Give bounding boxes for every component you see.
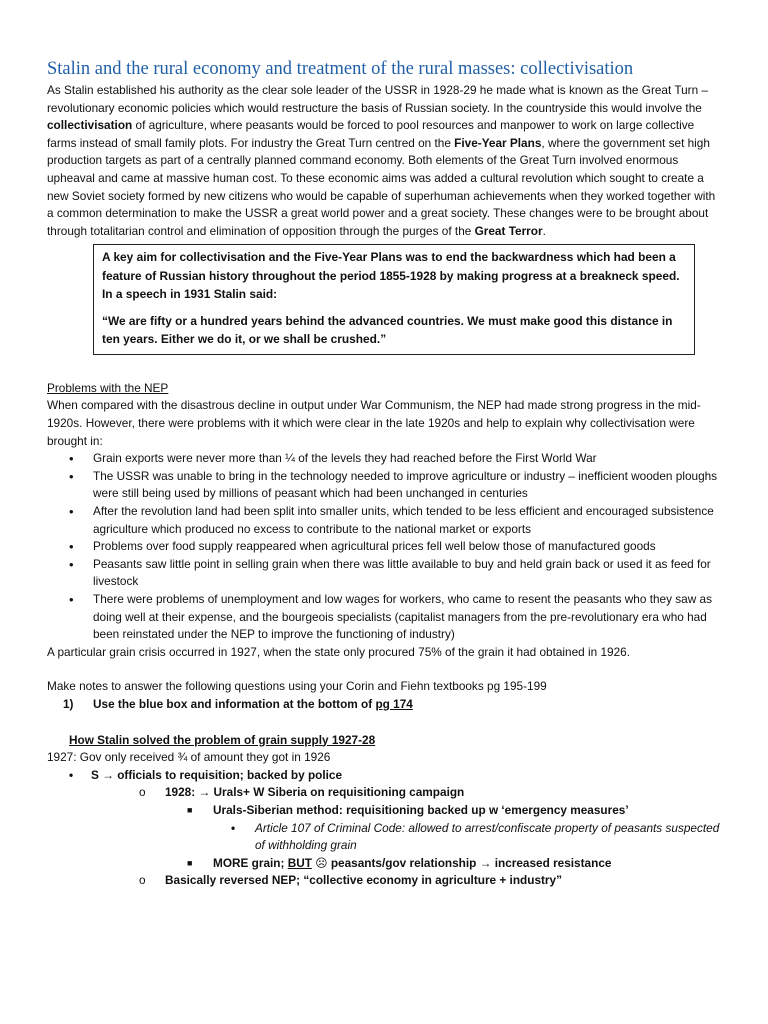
list-item: • Grain exports were never more than ¼ of the levels they had reached before the First World War [93,450,723,468]
note-text: Article 107 of Criminal Code: allowed to arrest/confiscate property of peasants suspected of withholding grain [255,820,720,853]
note-urals-siberian [47,802,723,820]
question-1 [47,696,723,714]
key-aim-box [93,244,695,355]
intro-bold-great-terror: Great Terror [474,223,543,238]
intro-bold-five-year-plans: Five-Year Plans [454,135,542,150]
square-marker: ■ [187,804,193,815]
document-page [47,58,723,890]
note-text: 1928: → Urals+ W Siberia on requisitioning campaign [165,785,465,800]
question-text: Use the blue box and information at the bottom of [93,696,376,711]
grain-supply-heading-text: How Stalin solved the problem of grain supply 1927-28 [69,732,376,747]
stalin-quote: “We are fifty or a hundred years behind the advanced countries. We must make good this distance in ten years. Either we do it, or we shall be crushed.” [102,313,673,347]
note-sub-1928 [47,784,723,802]
intro-text-2: of agriculture, where peasants would be forced to pool resources and manpower to work on large collective farms instead of small family plots. For industry the Great Turn centred on the [47,118,695,150]
list-item: • There were problems of unemployment and low wages for workers, who came to resent the peasants who they saw as doing well at their expense, and the bourgeois specialists (capitalist managers from the pre-revolutionary era who had been reinstated under the NEP to improve the functioning of industry) [93,591,723,644]
note-more-grain [47,855,723,873]
circle-marker: o [139,873,146,888]
notes-instruction: Make notes to answer the following questions using your Corin and Fiehn textbooks pg 195-199 [47,679,547,694]
note-text: MORE grain; [213,855,288,870]
note-text: Basically reversed NEP; “collective economy in agriculture + industry” [165,873,562,888]
nep-problems-list [47,450,723,644]
note-but: BUT [287,855,312,870]
note-text: ☹ peasants/gov relationship → increased resistance [311,855,612,870]
list-item: • The USSR was unable to bring in the technology needed to improve agriculture or industry – inefficient wooden ploughs were still being used by millions of peasant which had been unchanged in centuries [93,468,723,503]
note-bullet-officials [47,767,723,785]
note-text: S → officials to requisition; backed by police [91,767,343,782]
nep-heading-text: Problems with the NEP [47,380,169,395]
page-reference-link: pg 174 [375,696,413,711]
question-number: 1) [63,696,74,711]
box-text: A key aim for collectivisation and the Five-Year Plans was to end the backwardness which had been a feature of Russian history throughout the period 1855-1928 by making progress at a breakneck speed. In a speech in 1931 Stalin said: [102,250,680,302]
bullet-marker: • [231,820,236,835]
bullet-marker: • [69,767,74,782]
intro-text-4: . [542,223,546,238]
note-article-107 [47,820,723,855]
square-marker: ■ [187,857,193,868]
spacer [47,661,723,678]
list-item: • Peasants saw little point in selling grain when there was little available to buy and held grain back or used it as feed for livestock [93,556,723,591]
nep-intro: When compared with the disastrous decline in output under War Communism, the NEP had made strong progress in the mid-1920s. However, there were problems with it which were clear in the late 1920s and help to explain why collectivisation were brought in: [47,398,701,448]
list-item: • After the revolution land had been split into smaller units, which tended to be less efficient and encouraged subsistence agriculture which produced no excess to contribute to the national market or exports [93,503,723,538]
notes-line-1927: 1927: Gov only received ¾ of amount they got in 1926 [47,750,331,765]
nep-heading [47,380,723,398]
grain-crisis-text: A particular grain crisis occurred in 1927, when the state only procured 75% of the grain it had obtained in 1926. [47,644,630,659]
intro-text-3: , where the government set high production targets as part of a centrally planned command economy. Both elements of the Great Turn involved enormous upheaval and came at massive human cost. To these economic aims was added a cultural revolution which sought to create a new Soviet society formed by new citizens who would be capable of superhuman achievements when they worked together with a common determination to make the USSR a great world power and a great society. These changes were to be brought about through totalitarian control and elimination of opposition through the purges of the [47,135,716,238]
intro-paragraph [47,82,723,240]
note-text: Urals-Siberian method: requisitioning backed up w ‘emergency measures’ [213,802,629,817]
intro-bold-collectivisation: collectivisation [47,118,133,133]
page-title: Stalin and the rural economy and treatment of the rural masses: collectivisation [47,59,634,79]
grain-supply-heading [47,732,723,750]
circle-marker: o [139,785,146,800]
note-reversed-nep [47,872,723,890]
intro-text-1: As Stalin established his authority as the clear sole leader of the USSR in 1928-29 he made what is known as the Great Turn – revolutionary economic policies which would restructure the basis of Russian society. In the countryside this would involve the [47,83,708,115]
list-item: • Problems over food supply reappeared when agricultural prices fell well below those of manufactured goods [93,538,723,556]
